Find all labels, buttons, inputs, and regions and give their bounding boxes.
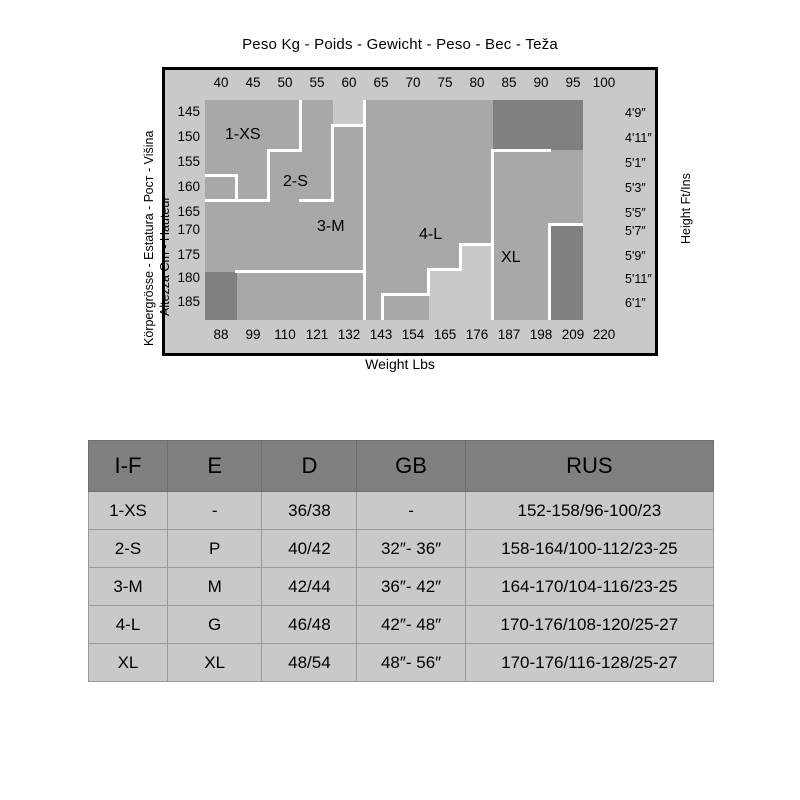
- zone-4l-d: [461, 100, 493, 245]
- separator: [381, 293, 429, 296]
- zone-label-xl: XL: [501, 249, 521, 266]
- separator: [461, 243, 493, 246]
- lbs-tick: 132: [337, 327, 361, 342]
- separator: [459, 243, 462, 271]
- separator: [548, 223, 583, 226]
- zone-4l-b: [397, 100, 429, 295]
- table-cell: G: [167, 606, 261, 644]
- separator: [381, 293, 384, 320]
- separator: [235, 199, 269, 202]
- zone-label-4l: 4-L: [419, 226, 443, 243]
- kg-tick: 95: [565, 75, 581, 90]
- cm-tick: 170: [177, 222, 200, 237]
- kg-tick: 50: [277, 75, 293, 90]
- separator: [267, 149, 301, 152]
- kg-tick: 40: [213, 75, 229, 90]
- zone-out-of-range-bottomleft: [205, 272, 237, 320]
- table-header-row: [89, 441, 714, 492]
- table-row: [89, 644, 714, 682]
- cm-tick: 150: [177, 129, 200, 144]
- zone-label-2s: 2-S: [283, 173, 308, 190]
- lbs-tick: 110: [274, 327, 296, 342]
- table-header-cell: GB: [357, 441, 465, 492]
- zone-xl-b: [525, 150, 550, 320]
- table-cell: 46/48: [262, 606, 357, 644]
- separator: [331, 124, 365, 127]
- table-cell: 48″- 56″: [357, 644, 465, 682]
- separator: [491, 149, 494, 320]
- cm-tick: 165: [177, 204, 200, 219]
- table-cell: 158-164/100-112/23-25: [465, 530, 713, 568]
- table-cell: 170-176/116-128/25-27: [465, 644, 713, 682]
- lbs-tick: 209: [561, 327, 585, 342]
- ftins-tick: 5'1″: [625, 156, 646, 170]
- separator: [205, 174, 237, 177]
- separator: [491, 149, 551, 152]
- cm-tick: 160: [177, 179, 200, 194]
- lbs-tick: 176: [465, 327, 489, 342]
- zone-xl-a: [493, 150, 525, 320]
- lbs-tick: 121: [305, 327, 329, 342]
- table-row: [89, 530, 714, 568]
- table-cell: 2-S: [89, 530, 168, 568]
- kg-tick: 75: [437, 75, 453, 90]
- table-row: [89, 568, 714, 606]
- table-cell: 42″- 48″: [357, 606, 465, 644]
- table-cell: -: [357, 492, 465, 530]
- kg-tick: 85: [501, 75, 517, 90]
- kg-tick: 60: [341, 75, 357, 90]
- lbs-tick: 165: [433, 327, 457, 342]
- separator: [427, 268, 430, 296]
- lbs-tick: 198: [529, 327, 553, 342]
- zone-1xs-b: [269, 100, 301, 150]
- ftins-tick: 5'5″: [625, 206, 646, 220]
- cm-tick: 180: [177, 270, 200, 285]
- zone-4l-e: [381, 295, 429, 320]
- kg-tick: 45: [245, 75, 261, 90]
- chart-right-caption: Height Ft/Ins: [679, 173, 693, 244]
- separator: [267, 149, 270, 202]
- table-cell: 40/42: [262, 530, 357, 568]
- table-row: [89, 606, 714, 644]
- separator: [299, 100, 302, 152]
- table-cell: -: [167, 492, 261, 530]
- separator: [299, 199, 333, 202]
- ftins-tick: 5'11″: [625, 272, 652, 286]
- table-header-cell: RUS: [465, 441, 713, 492]
- table-cell: 3-M: [89, 568, 168, 606]
- table-cell: XL: [167, 644, 261, 682]
- lbs-tick: 154: [401, 327, 425, 342]
- chart-left-caption-line2: Körpergrösse - Estatura - Рост - Višina: [142, 130, 156, 346]
- ftins-tick: 4'9″: [625, 106, 646, 120]
- kg-tick: 70: [405, 75, 421, 90]
- kg-tick: 80: [469, 75, 485, 90]
- table-cell: XL: [89, 644, 168, 682]
- cm-tick: 155: [177, 154, 200, 169]
- separator: [205, 199, 238, 202]
- ftins-tick: 4'11″: [625, 131, 652, 145]
- separator: [331, 124, 334, 202]
- size-conversion-table: [88, 440, 714, 682]
- table-cell: 1-XS: [89, 492, 168, 530]
- cm-tick: 175: [177, 247, 200, 262]
- table-cell: 42/44: [262, 568, 357, 606]
- lbs-tick: 187: [497, 327, 521, 342]
- kg-tick: 65: [373, 75, 389, 90]
- chart-bottom-caption: Weight Lbs: [365, 356, 435, 372]
- table-header-cell: E: [167, 441, 261, 492]
- zone-xl-c: [550, 150, 583, 225]
- ftins-tick: 5'9″: [625, 249, 646, 263]
- zone-out-of-range-topright: [493, 100, 583, 150]
- table-cell: M: [167, 568, 261, 606]
- zone-4l-c: [429, 100, 461, 270]
- cm-tick: 145: [177, 104, 200, 119]
- lbs-tick: 99: [245, 327, 261, 342]
- table-cell: 152-158/96-100/23: [465, 492, 713, 530]
- table-header-cell: I-F: [89, 441, 168, 492]
- zone-label-1xs: 1-XS: [225, 126, 261, 143]
- separator: [548, 223, 551, 320]
- kg-tick: 100: [592, 75, 616, 90]
- zone-3m-d: [237, 272, 301, 320]
- ftins-tick: 5'7″: [625, 224, 646, 238]
- zone-4l-a: [365, 100, 397, 320]
- chart-zones: [205, 100, 615, 320]
- zone-label-3m: 3-M: [317, 218, 345, 235]
- table-header-cell: D: [262, 441, 357, 492]
- separator: [363, 100, 366, 320]
- lbs-tick: 220: [592, 327, 616, 342]
- kg-tick: 55: [309, 75, 325, 90]
- separator: [235, 270, 365, 273]
- separator: [429, 268, 461, 271]
- table-cell: 164-170/104-116/23-25: [465, 568, 713, 606]
- table-row: [89, 492, 714, 530]
- separator: [235, 174, 238, 200]
- table-cell: 48/54: [262, 644, 357, 682]
- cm-tick: 185: [177, 294, 200, 309]
- chart-left-caption-line1: Altezza Cm - Hauteur: [158, 196, 172, 316]
- ftins-tick: 5'3″: [625, 181, 646, 195]
- lbs-tick: 143: [369, 327, 393, 342]
- table-cell: 36/38: [262, 492, 357, 530]
- lbs-tick: 88: [213, 327, 229, 342]
- zone-1xs-c: [205, 175, 237, 200]
- table-cell: 32″- 36″: [357, 530, 465, 568]
- kg-tick: 90: [533, 75, 549, 90]
- chart-top-caption: Peso Kg - Poids - Gewicht - Peso - Вес - Teža: [242, 36, 558, 53]
- zone-out-of-range-bottomright: [550, 225, 583, 320]
- table-cell: 4-L: [89, 606, 168, 644]
- table-cell: 36″- 42″: [357, 568, 465, 606]
- zone-3m-a: [205, 200, 301, 272]
- table-cell: P: [167, 530, 261, 568]
- ftins-tick: 6'1″: [625, 296, 646, 310]
- table-cell: 170-176/108-120/25-27: [465, 606, 713, 644]
